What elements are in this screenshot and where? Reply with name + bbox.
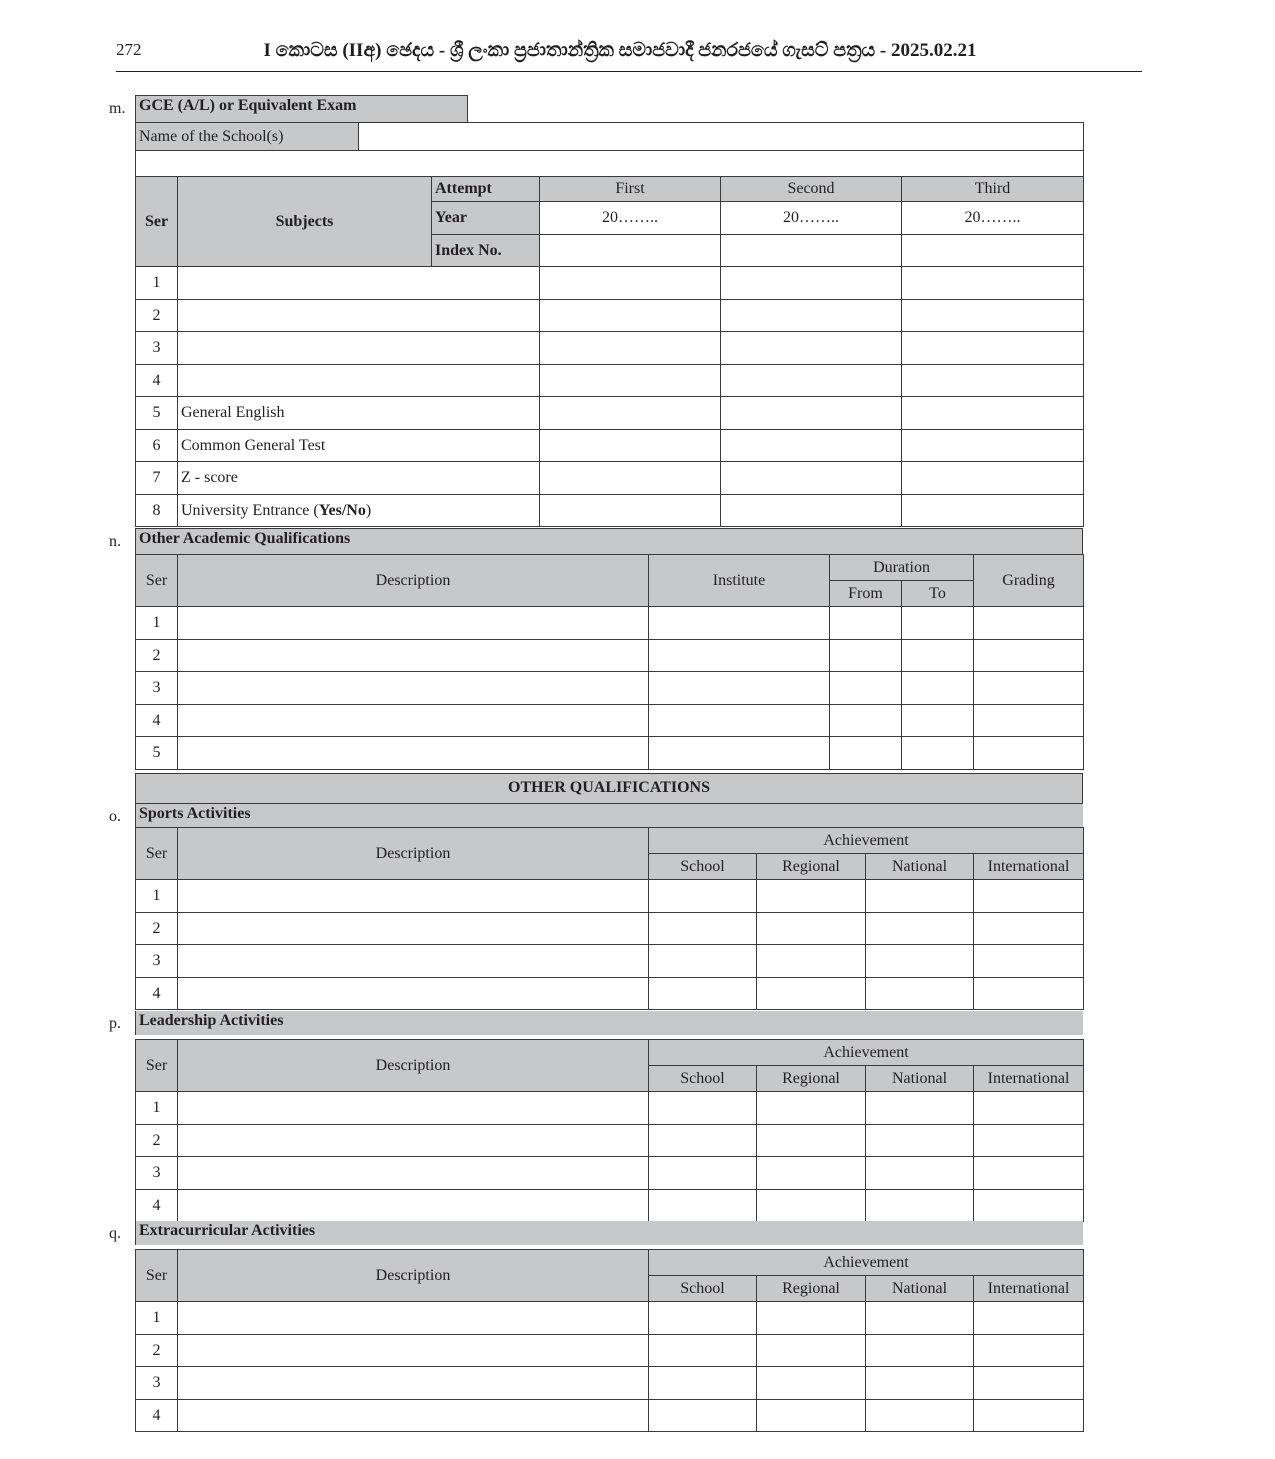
section-n-title: Other Academic Qualifications xyxy=(135,528,1083,555)
national-cell[interactable] xyxy=(866,880,974,913)
table-row xyxy=(136,332,1084,365)
row-ser: 2 xyxy=(136,913,178,945)
table-row xyxy=(136,607,1084,640)
institute-header: Institute xyxy=(649,555,830,607)
from-cell[interactable] xyxy=(830,607,902,640)
international-cell[interactable] xyxy=(974,978,1084,1010)
description-header: Description xyxy=(178,555,649,607)
regional-cell[interactable] xyxy=(757,1335,866,1367)
institute-cell[interactable] xyxy=(649,705,830,737)
international-cell[interactable] xyxy=(974,945,1084,978)
result-cell[interactable] xyxy=(902,397,1084,430)
grading-cell[interactable] xyxy=(974,640,1084,672)
description-cell[interactable] xyxy=(178,945,649,978)
from-cell[interactable] xyxy=(830,640,902,672)
description-cell[interactable] xyxy=(178,705,649,737)
ser-header: Ser xyxy=(136,828,178,880)
school-cell[interactable] xyxy=(649,945,757,978)
institute-cell[interactable] xyxy=(649,672,830,705)
leadership-activities-table xyxy=(135,1039,1084,1222)
regional-header: Regional xyxy=(757,1066,866,1092)
regional-cell[interactable] xyxy=(757,978,866,1010)
row-ser: 1 xyxy=(136,607,178,640)
result-cell[interactable] xyxy=(540,495,721,527)
grading-cell[interactable] xyxy=(974,705,1084,737)
row-ser: 4 xyxy=(136,978,178,1010)
description-cell[interactable] xyxy=(178,1157,649,1190)
national-cell[interactable] xyxy=(866,1302,974,1335)
regional-cell[interactable] xyxy=(757,1125,866,1157)
description-cell[interactable] xyxy=(178,880,649,913)
school-name-table xyxy=(135,122,1084,178)
attempt-second: Second xyxy=(721,177,902,202)
description-cell[interactable] xyxy=(178,1335,649,1367)
table-row xyxy=(136,978,1084,1010)
table-row xyxy=(136,737,1084,770)
table-row xyxy=(136,1125,1084,1157)
duration-header: Duration xyxy=(830,555,974,581)
table-row xyxy=(136,430,1084,462)
gce-al-table xyxy=(135,176,1084,527)
national-cell[interactable] xyxy=(866,1157,974,1190)
result-cell[interactable] xyxy=(721,300,902,332)
international-cell[interactable] xyxy=(974,1125,1084,1157)
regional-cell[interactable] xyxy=(757,880,866,913)
result-cell[interactable] xyxy=(540,397,721,430)
school-cell[interactable] xyxy=(649,1092,757,1125)
description-cell[interactable] xyxy=(178,672,649,705)
table-row xyxy=(136,365,1084,397)
paren-close: ) xyxy=(365,501,372,519)
to-cell[interactable] xyxy=(902,705,974,737)
subject-cell[interactable] xyxy=(178,300,540,332)
national-cell[interactable] xyxy=(866,1400,974,1432)
school-cell[interactable] xyxy=(649,1302,757,1335)
to-header: To xyxy=(902,581,974,607)
regional-cell[interactable] xyxy=(757,1092,866,1125)
result-cell[interactable] xyxy=(721,365,902,397)
national-header: National xyxy=(866,1066,974,1092)
national-header: National xyxy=(866,854,974,880)
index-second[interactable] xyxy=(721,235,902,267)
description-cell[interactable] xyxy=(178,640,649,672)
row-ser: 2 xyxy=(136,1125,178,1157)
attempt-third: Third xyxy=(902,177,1084,202)
result-cell[interactable] xyxy=(902,267,1084,300)
result-cell[interactable] xyxy=(721,495,902,527)
page-number: 272 xyxy=(116,40,142,59)
description-cell[interactable] xyxy=(178,1302,649,1335)
regional-cell[interactable] xyxy=(757,1400,866,1432)
from-cell[interactable] xyxy=(830,705,902,737)
header-divider xyxy=(116,71,1142,72)
result-cell[interactable] xyxy=(902,332,1084,365)
national-cell[interactable] xyxy=(866,913,974,945)
section-n-letter: n. xyxy=(109,533,121,550)
attempt-label: Attempt xyxy=(432,177,540,202)
description-cell[interactable] xyxy=(178,1367,649,1400)
grading-header: Grading xyxy=(974,555,1084,607)
description-cell[interactable] xyxy=(178,737,649,770)
row-ser: 5 xyxy=(136,737,178,770)
row-ser: 1 xyxy=(136,1092,178,1125)
description-cell[interactable] xyxy=(178,978,649,1010)
to-cell[interactable] xyxy=(902,607,974,640)
section-q-letter: q. xyxy=(109,1225,121,1242)
year-second[interactable]: 20…….. xyxy=(721,202,902,235)
international-cell[interactable] xyxy=(974,1335,1084,1367)
row-ser: 2 xyxy=(136,300,178,332)
international-cell[interactable] xyxy=(974,1367,1084,1400)
table-row xyxy=(136,913,1084,945)
table-row xyxy=(136,1335,1084,1367)
description-cell[interactable] xyxy=(178,1092,649,1125)
table-row xyxy=(136,495,1084,527)
school-name-label: Name of the School(s) xyxy=(136,123,359,151)
result-cell[interactable] xyxy=(721,397,902,430)
subject-cell: Z - score xyxy=(178,462,540,495)
national-cell[interactable] xyxy=(866,1125,974,1157)
school-cell[interactable] xyxy=(649,1157,757,1190)
section-p-letter: p. xyxy=(109,1015,121,1032)
subject-cell[interactable] xyxy=(178,332,540,365)
row-ser: 1 xyxy=(136,1302,178,1335)
national-cell[interactable] xyxy=(866,1367,974,1400)
international-header: International xyxy=(974,1276,1084,1302)
row-ser: 4 xyxy=(136,1190,178,1222)
school-cell[interactable] xyxy=(649,1400,757,1432)
description-cell[interactable] xyxy=(178,1400,649,1432)
section-p-title: Leadership Activities xyxy=(135,1011,1083,1035)
national-cell[interactable] xyxy=(866,1190,974,1222)
achievement-header: Achievement xyxy=(649,1040,1084,1066)
international-header: International xyxy=(974,854,1084,880)
regional-cell[interactable] xyxy=(757,1302,866,1335)
row-ser: 3 xyxy=(136,672,178,705)
year-first[interactable]: 20…….. xyxy=(540,202,721,235)
table-row xyxy=(136,945,1084,978)
index-third[interactable] xyxy=(902,235,1084,267)
row-ser: 3 xyxy=(136,332,178,365)
table-row xyxy=(136,1190,1084,1222)
row-ser: 7 xyxy=(136,462,178,495)
description-cell[interactable] xyxy=(178,1125,649,1157)
subjects-header: Subjects xyxy=(178,177,432,267)
section-m-title: GCE (A/L) or Equivalent Exam xyxy=(135,95,468,123)
school-name-field-2[interactable] xyxy=(136,151,1084,178)
row-ser: 2 xyxy=(136,1335,178,1367)
ser-header: Ser xyxy=(136,1040,178,1092)
description-header: Description xyxy=(178,828,649,880)
subject-cell: General English xyxy=(178,397,540,430)
regional-cell[interactable] xyxy=(757,1157,866,1190)
table-row xyxy=(136,462,1084,495)
row-ser: 4 xyxy=(136,705,178,737)
result-cell[interactable] xyxy=(540,300,721,332)
row-ser: 8 xyxy=(136,495,178,527)
international-header: International xyxy=(974,1066,1084,1092)
year-third[interactable]: 20…….. xyxy=(902,202,1084,235)
school-cell[interactable] xyxy=(649,978,757,1010)
section-q-title: Extracurricular Activities xyxy=(135,1221,1083,1245)
result-cell[interactable] xyxy=(902,462,1084,495)
table-row xyxy=(136,705,1084,737)
table-row xyxy=(136,1157,1084,1190)
other-qualifications-heading: OTHER QUALIFICATIONS xyxy=(135,773,1083,804)
school-name-field[interactable] xyxy=(359,123,1084,151)
result-cell[interactable] xyxy=(540,267,721,300)
grading-cell[interactable] xyxy=(974,672,1084,705)
regional-cell[interactable] xyxy=(757,1190,866,1222)
school-cell[interactable] xyxy=(649,1367,757,1400)
from-cell[interactable] xyxy=(830,737,902,770)
result-cell[interactable] xyxy=(902,300,1084,332)
table-row xyxy=(136,397,1084,430)
school-cell[interactable] xyxy=(649,1335,757,1367)
institute-cell[interactable] xyxy=(649,737,830,770)
description-header: Description xyxy=(178,1040,649,1092)
result-cell[interactable] xyxy=(902,365,1084,397)
row-ser: 3 xyxy=(136,1367,178,1400)
achievement-header: Achievement xyxy=(649,828,1084,854)
international-cell[interactable] xyxy=(974,1092,1084,1125)
table-row xyxy=(136,880,1084,913)
subject-cell[interactable] xyxy=(178,365,540,397)
sports-activities-table xyxy=(135,827,1084,1010)
row-ser: 5 xyxy=(136,397,178,430)
result-cell[interactable] xyxy=(721,430,902,462)
school-header: School xyxy=(649,1276,757,1302)
school-cell[interactable] xyxy=(649,913,757,945)
row-ser: 6 xyxy=(136,430,178,462)
to-cell[interactable] xyxy=(902,737,974,770)
regional-cell[interactable] xyxy=(757,913,866,945)
ser-header: Ser xyxy=(136,555,178,607)
national-cell[interactable] xyxy=(866,978,974,1010)
grading-cell[interactable] xyxy=(974,737,1084,770)
table-row xyxy=(136,1400,1084,1432)
result-cell[interactable] xyxy=(902,430,1084,462)
yes-no-text: Yes/No xyxy=(318,501,366,519)
index-label: Index No. xyxy=(432,235,540,267)
to-cell[interactable] xyxy=(902,640,974,672)
ser-header: Ser xyxy=(136,1250,178,1302)
table-row xyxy=(136,672,1084,705)
table-row xyxy=(136,1302,1084,1335)
achievement-header: Achievement xyxy=(649,1250,1084,1276)
international-cell[interactable] xyxy=(974,1157,1084,1190)
national-cell[interactable] xyxy=(866,1335,974,1367)
institute-cell[interactable] xyxy=(649,640,830,672)
national-cell[interactable] xyxy=(866,945,974,978)
regional-header: Regional xyxy=(757,1276,866,1302)
table-row xyxy=(136,640,1084,672)
row-ser: 3 xyxy=(136,1157,178,1190)
institute-cell[interactable] xyxy=(649,607,830,640)
row-ser: 1 xyxy=(136,267,178,300)
row-ser: 2 xyxy=(136,640,178,672)
table-row xyxy=(136,1367,1084,1400)
school-header: School xyxy=(649,1066,757,1092)
school-cell[interactable] xyxy=(649,880,757,913)
school-header: School xyxy=(649,854,757,880)
description-header: Description xyxy=(178,1250,649,1302)
description-cell[interactable] xyxy=(178,913,649,945)
row-ser: 3 xyxy=(136,945,178,978)
from-header: From xyxy=(830,581,902,607)
result-cell[interactable] xyxy=(540,462,721,495)
regional-cell[interactable] xyxy=(757,945,866,978)
table-row xyxy=(136,1092,1084,1125)
international-cell[interactable] xyxy=(974,1400,1084,1432)
result-cell[interactable] xyxy=(540,332,721,365)
result-cell[interactable] xyxy=(721,267,902,300)
extracurricular-activities-table xyxy=(135,1249,1084,1432)
subject-cell[interactable] xyxy=(178,267,540,300)
subject-cell: Common General Test xyxy=(178,430,540,462)
international-cell[interactable] xyxy=(974,880,1084,913)
national-cell[interactable] xyxy=(866,1092,974,1125)
paren-open: ( xyxy=(313,501,319,519)
result-cell[interactable] xyxy=(721,332,902,365)
description-cell[interactable] xyxy=(178,607,649,640)
academic-qualifications-table xyxy=(135,554,1084,770)
result-cell[interactable] xyxy=(902,495,1084,527)
description-cell[interactable] xyxy=(178,1190,649,1222)
attempt-first: First xyxy=(540,177,721,202)
regional-cell[interactable] xyxy=(757,1367,866,1400)
from-cell[interactable] xyxy=(830,672,902,705)
table-row xyxy=(136,300,1084,332)
national-header: National xyxy=(866,1276,974,1302)
row-ser: 4 xyxy=(136,1400,178,1432)
index-first[interactable] xyxy=(540,235,721,267)
table-row xyxy=(136,267,1084,300)
section-m-letter: m. xyxy=(109,100,126,117)
row-ser: 4 xyxy=(136,365,178,397)
subject-cell xyxy=(178,495,540,527)
international-cell[interactable] xyxy=(974,1190,1084,1222)
international-cell[interactable] xyxy=(974,913,1084,945)
school-cell[interactable] xyxy=(649,1190,757,1222)
result-cell[interactable] xyxy=(721,462,902,495)
grading-cell[interactable] xyxy=(974,607,1084,640)
regional-header: Regional xyxy=(757,854,866,880)
row-ser: 1 xyxy=(136,880,178,913)
to-cell[interactable] xyxy=(902,672,974,705)
section-o-title: Sports Activities xyxy=(135,804,1083,828)
result-cell[interactable] xyxy=(540,430,721,462)
international-cell[interactable] xyxy=(974,1302,1084,1335)
ser-header: Ser xyxy=(136,177,178,267)
year-label: Year xyxy=(432,202,540,235)
result-cell[interactable] xyxy=(540,365,721,397)
gazette-title: I කොටස (IIඅ) ඡෙදය - ශ්‍රී ලංකා ප්‍රජාතාන්ත්‍රික සමාජවාදී ජනරජයේ ගැසට් පත්‍රය - 2025.02.21 xyxy=(263,40,977,61)
school-cell[interactable] xyxy=(649,1125,757,1157)
section-o-letter: o. xyxy=(109,808,121,825)
subject-text: University Entrance xyxy=(181,501,314,519)
